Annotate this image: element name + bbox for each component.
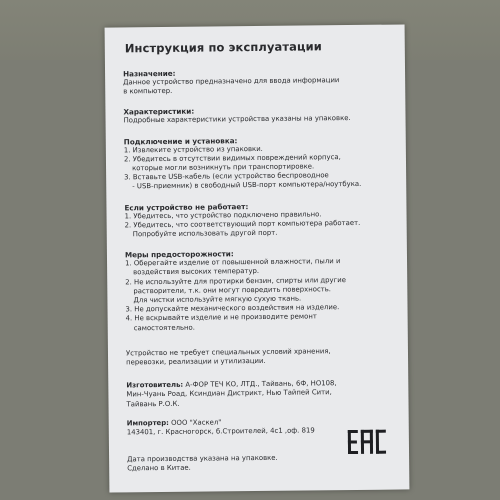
section-purpose <box>123 67 391 97</box>
section-manufacturer <box>126 379 394 409</box>
importer-label: Импортер: <box>126 418 169 428</box>
importer-text: ООО "Хаскел" <box>168 418 222 427</box>
specs-heading: Характеристики: <box>123 107 195 117</box>
precautions-line: растворители, т.к. они могут повредить поверхность. <box>133 285 332 296</box>
precautions-line: Для чистки используйте мягкую сухую ткань. <box>133 294 302 305</box>
importer-line: 143401, г. Красногорск, б.Строителей, 4с1 ,оф. 819 <box>126 426 315 437</box>
trouble-heading: Если устройство не работает: <box>124 201 249 213</box>
section-trouble <box>124 200 392 239</box>
section-install <box>124 134 393 192</box>
install-heading: Подключение и установка: <box>123 135 238 146</box>
storage-line: перевозки, реализации и утилизации. <box>126 356 266 367</box>
eac-mark-icon <box>347 428 387 456</box>
precautions-line: 4. Не вскрывайте изделие и не производите ремонт <box>125 312 317 323</box>
section-storage <box>126 346 394 367</box>
storage-line: Устройство не требует специальных условий хранения, <box>125 347 331 358</box>
instruction-sheet <box>105 24 410 492</box>
trouble-line: 1. Убедитесь, что устройство подключено правильно. <box>124 209 322 221</box>
precautions-line: воздействия высоких температур. <box>133 267 260 277</box>
footer-line: Дата производства указана на упаковке. <box>127 454 278 464</box>
manufacturer-line: Тайвань Р.О.К. <box>126 399 180 409</box>
manufacturer-text: А-ФОР ТЕЧ КО, ЛТД., Тайвань, 6Ф, НО108, <box>183 379 337 390</box>
sheet-title: Инструкция по эксплуатации <box>124 39 322 56</box>
section-specs <box>123 105 391 126</box>
specs-line: Подробные характеристики устройства указаны на упаковке. <box>123 114 351 125</box>
manufacturer-line: Мин-Чуань Роад, Ксиндиан Дистрикт, Нью Тайпей Сити, <box>126 388 332 399</box>
trouble-line: Попробуйте использовать другой порт. <box>132 228 278 239</box>
purpose-heading: Назначение: <box>123 68 176 79</box>
precautions-heading: Меры предосторожности: <box>124 249 234 260</box>
purpose-line: в компьютер. <box>123 87 173 96</box>
precautions-line: самостоятельно. <box>133 323 195 332</box>
precautions-line: 1. Оберегайте изделие от повышенной влажности, пыли и <box>125 257 341 268</box>
precautions-line: 3. Не допускайте механического воздействия на изделие. <box>125 303 340 314</box>
install-line: 1. Извлеките устройство из упаковки. <box>123 144 263 154</box>
install-line: 3. Вставьте USB-кабель (если устройство беспроводное <box>124 171 329 182</box>
precautions-line: 2. Не используйте для протирки бензин, спирты или другие <box>125 275 346 287</box>
install-line: 2. Убедитесь в отсутствии видимых повреждений корпуса, <box>123 152 341 164</box>
install-line: которые могли возникнуть при транспортировке. <box>132 162 315 173</box>
install-line: - USB-приемник) в свободный USB-порт компьютера/ноутбука. <box>132 180 362 191</box>
footer-line: Сделано в Китае. <box>127 464 191 473</box>
trouble-line: 2. Убедитесь, что соответствующий порт компьютера работает. <box>124 218 361 230</box>
purpose-line: Данное устройство предназначено для ввода информации <box>123 76 340 87</box>
manufacturer-label: Изготовитель: <box>126 381 184 390</box>
section-precautions <box>125 248 394 333</box>
section-footer <box>127 453 395 474</box>
